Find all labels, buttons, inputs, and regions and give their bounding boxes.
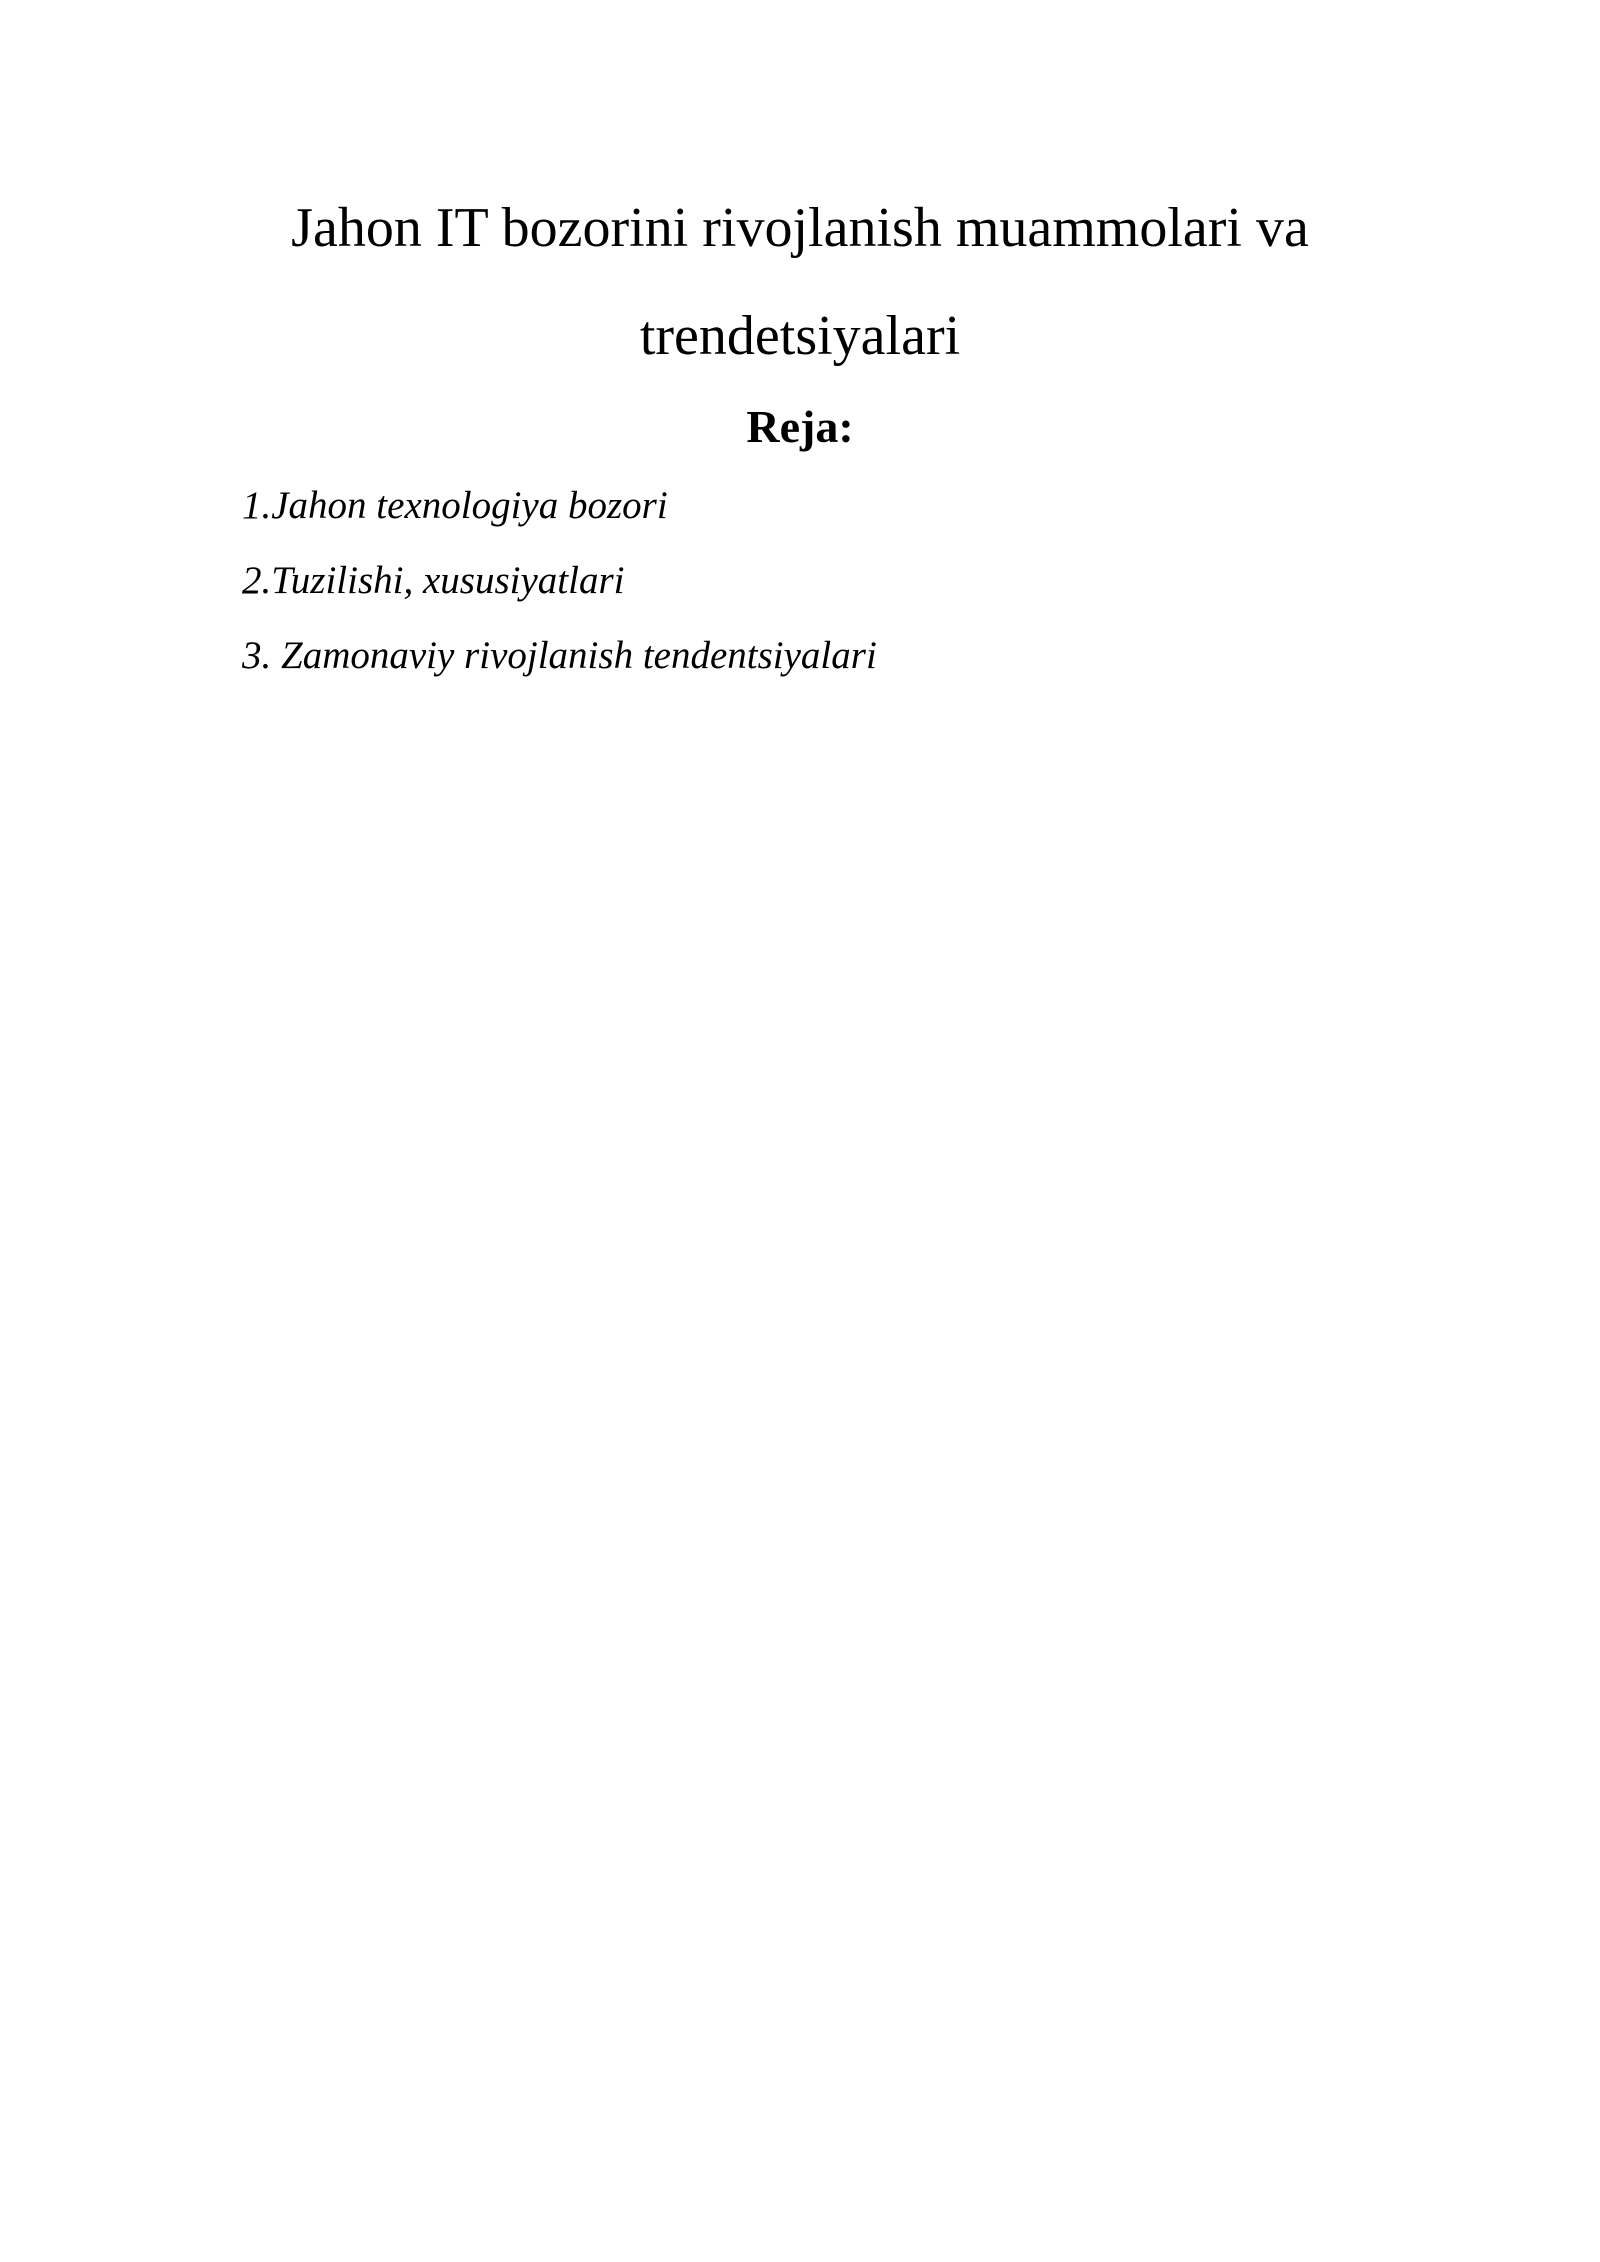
document-title-line-2: trendetsiyalari [639,305,961,367]
plan-list [242,486,877,711]
document-title-line-1: Jahon IT bozorini rivojlanish muammolari va [291,197,1309,259]
plan-heading: Reja: [746,401,854,452]
plan-item: 2.Tuzilishi, xususiyatlari [242,559,625,602]
plan-item: 3. Zamonaviy rivojlanish tendentsiyalari [242,634,877,677]
plan-item: 1.Jahon texnologiya bozori [242,484,668,527]
